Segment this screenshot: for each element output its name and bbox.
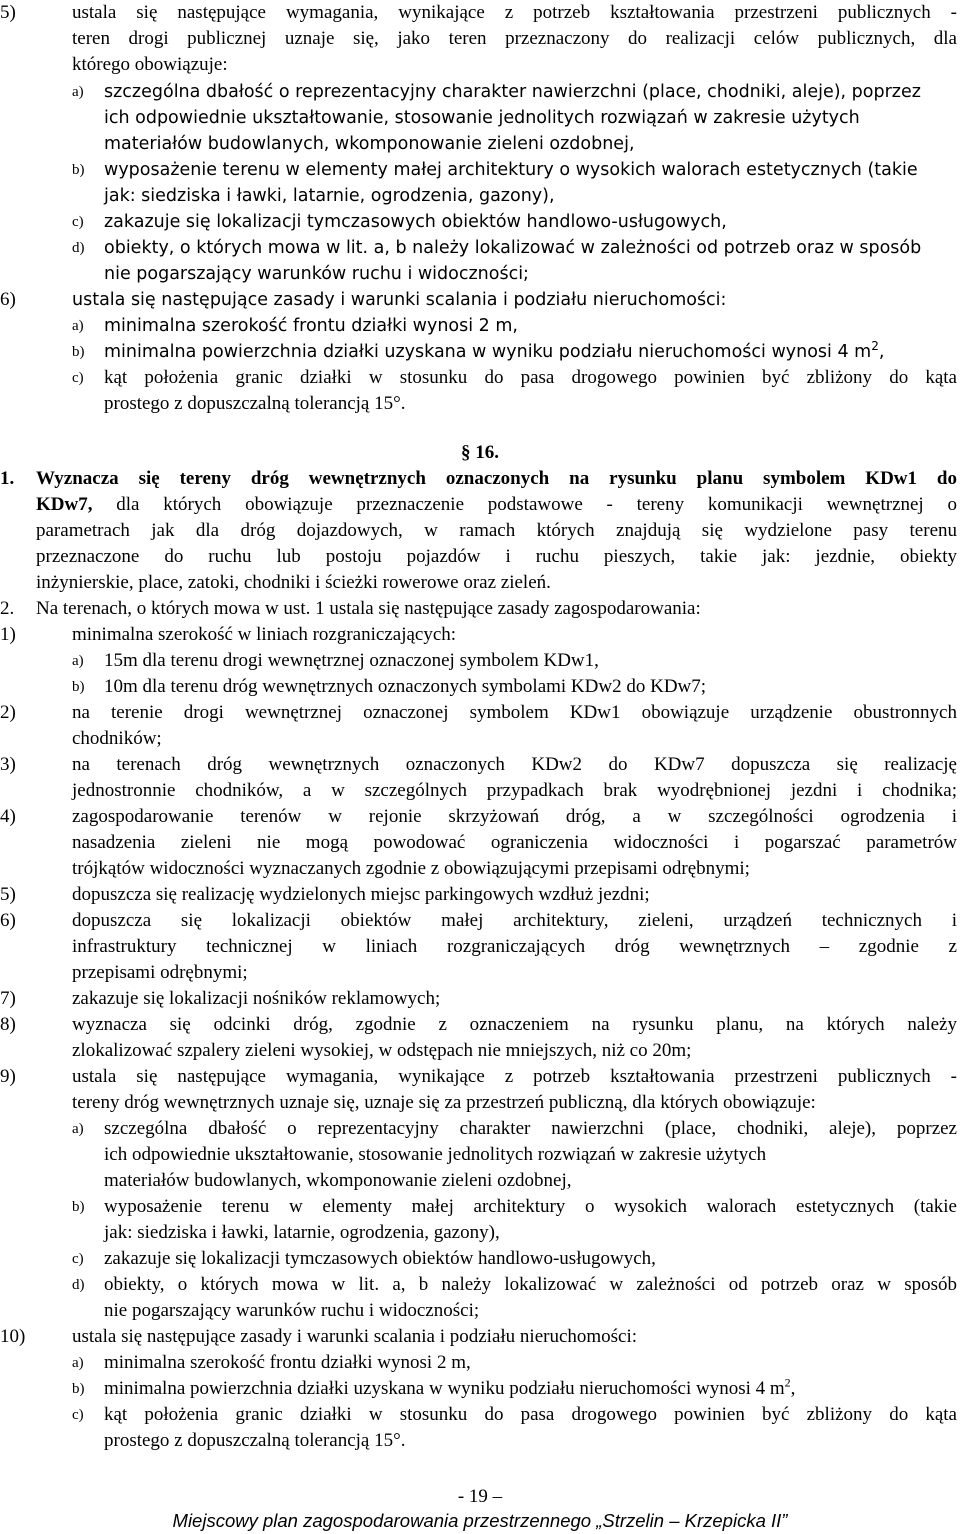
item-number: 8) xyxy=(0,1014,16,1035)
paragraph-line: trójkątów widoczności wyznaczanych zgodnie z obowiązującymi przepisami odrębnymi; xyxy=(72,858,750,879)
subitem-label: b) xyxy=(72,344,85,360)
paragraph-line: nie pogarszający warunków ruchu i widoczności; xyxy=(104,264,529,284)
paragraph-number: 1. xyxy=(0,468,15,489)
paragraph-line: szczególna dbałość o reprezentacyjny charakter nawierzchni (place, chodniki, aleje), poprzez xyxy=(104,1118,957,1139)
text: dla których obowiązuje przeznaczenie podstawowe - tereny komunikacji wewnętrznej o xyxy=(92,494,957,515)
paragraph-number: 2. xyxy=(0,598,15,619)
item-number: 1) xyxy=(0,624,16,645)
paragraph-line: minimalna szerokość frontu działki wynosi 2 m, xyxy=(104,1352,471,1373)
subitem-label: b) xyxy=(72,162,85,178)
paragraph-line: przepisami odrębnymi; xyxy=(72,962,248,983)
paragraph-line: materiałów budowlanych, wkomponowanie zieleni ozdobnej, xyxy=(104,134,635,154)
item-number: 6) xyxy=(0,910,16,931)
item-number: 5) xyxy=(0,884,16,905)
paragraph-line: zlokalizować szpalery zieleni wysokiej, w odstępach nie mniejszych, niż co 20m; xyxy=(72,1040,692,1061)
paragraph-line: ustala się następujące zasady i warunki scalania i podziału nieruchomości: xyxy=(72,1326,638,1347)
paragraph-line: jak: siedziska i ławki, latarnie, ogrodzenia, gazony), xyxy=(104,186,555,206)
subitem-label: a) xyxy=(72,84,84,100)
item-number: 6) xyxy=(0,289,16,310)
paragraph-line: zakazuje się lokalizacji nośników reklamowych; xyxy=(72,988,441,1009)
paragraph-line: materiałów budowlanych, wkomponowanie zieleni ozdobnej, xyxy=(104,1170,572,1191)
subitem-label: d) xyxy=(72,240,85,256)
paragraph-line: nasadzenia zieleni nie mogą powodować ograniczenia widoczności i pogarszać parametrów xyxy=(72,832,957,853)
subitem-label: a) xyxy=(72,1121,84,1137)
item-number: 5) xyxy=(0,2,16,23)
paragraph-line: zagospodarowanie terenów w rejonie skrzyżowań dróg, a w szczególności ogrodzenia i xyxy=(72,806,957,827)
subitem-label: c) xyxy=(72,1251,84,1267)
item-number: 4) xyxy=(0,806,16,827)
item-number: 10) xyxy=(0,1326,26,1347)
paragraph-line: na terenie drogi wewnętrznej oznaczonej symbolem KDw1 obowiązuje urządzenie obustronnych xyxy=(72,702,957,723)
paragraph-line: obiekty, o których mowa w lit. a, b należy lokalizować w zależności od potrzeb oraz w sposób xyxy=(104,1274,957,1295)
paragraph-line: ich odpowiednie ukształtowanie, stosowanie jednolitych rozwiązań w zakresie użytych xyxy=(104,1144,767,1165)
paragraph-line: Wyznacza się tereny dróg wewnętrznych oznaczonych na rysunku planu symbolem KDw1 do xyxy=(36,468,957,489)
paragraph-line: dopuszcza się lokalizacji obiektów małej architektury, zieleni, urządzeń technicznych i xyxy=(72,910,957,931)
text: , xyxy=(790,1378,796,1399)
paragraph-line: zakazuje się lokalizacji tymczasowych obiektów handlowo-usługowych, xyxy=(104,212,727,232)
text-bold: KDw7, xyxy=(36,494,93,515)
paragraph-line: inżynierskie, place, zatoki, chodniki i ścieżki rowerowe oraz zieleń. xyxy=(36,572,551,593)
page-number: - 19 – xyxy=(457,1486,503,1507)
paragraph-line: wyznacza się odcinki dróg, zgodnie z oznaczeniem na rysunku planu, na których należy xyxy=(72,1014,957,1035)
paragraph-line: dopuszcza się realizację wydzielonych miejsc parkingowych wzdłuż jezdni; xyxy=(72,884,650,905)
item-number: 3) xyxy=(0,754,16,775)
subitem-label: c) xyxy=(72,1407,84,1423)
section-heading: § 16. xyxy=(461,442,499,463)
subitem-label: d) xyxy=(72,1277,85,1293)
paragraph-line xyxy=(104,339,884,365)
text: minimalna powierzchnia działki uzyskana w wyniku podziału nieruchomości wynosi 4 m xyxy=(104,1378,785,1399)
text: , xyxy=(878,342,885,362)
subitem-label: a) xyxy=(72,318,84,334)
paragraph-line: ustala się następujące wymagania, wynikające z potrzeb kształtowania przestrzeni publicznych - xyxy=(72,1066,957,1087)
paragraph-line: chodników; xyxy=(72,728,162,749)
paragraph-line: wyposażenie terenu w elementy małej architektury o wysokich walorach estetycznych (takie xyxy=(104,1196,957,1217)
paragraph-line: parametrach jak dla dróg dojazdowych, w ramach których znajdują się wydzielone pasy terenu xyxy=(36,520,957,541)
paragraph-line: nie pogarszający warunków ruchu i widoczności; xyxy=(104,1300,480,1321)
item-number: 7) xyxy=(0,988,16,1009)
paragraph-line xyxy=(104,1376,795,1402)
paragraph-line: zakazuje się lokalizacji tymczasowych obiektów handlowo-usługowych, xyxy=(104,1248,656,1269)
paragraph-line: jednostronnie chodników, a w szczególnych przypadkach brak wyodrębnionej jezdni i chodnika; xyxy=(72,780,957,801)
paragraph-line: minimalna szerokość w liniach rozgraniczających: xyxy=(72,624,457,645)
paragraph-line: infrastruktury technicznej w liniach rozgraniczających dróg wewnętrznych – zgodnie z xyxy=(72,936,957,957)
item-number: 9) xyxy=(0,1066,16,1087)
paragraph-line: 15m dla terenu drogi wewnętrznej oznaczonej symbolem KDw1, xyxy=(104,650,599,671)
superscript: 2 xyxy=(784,1375,791,1390)
paragraph-line: tereny dróg wewnętrznych uznaje się, uznaje się za przestrzeń publiczną, dla których obowiązuje: xyxy=(72,1092,816,1113)
subitem-label: c) xyxy=(72,214,84,230)
paragraph-line: jak: siedziska i ławki, latarnie, ogrodzenia, gazony), xyxy=(104,1222,500,1243)
paragraph-line: wyposażenie terenu w elementy małej architektury o wysokich walorach estetycznych (takie xyxy=(104,160,918,180)
subitem-label: b) xyxy=(72,1381,85,1397)
text: minimalna powierzchnia działki uzyskana w wyniku podziału nieruchomości wynosi 4 m xyxy=(104,342,872,362)
paragraph-line: ustala się następujące zasady i warunki scalania i podziału nieruchomości: xyxy=(72,290,727,310)
paragraph-line: przeznaczone do ruchu lub postoju pojazdów i ruchu pieszych, takie jak: jezdnie, obiekty xyxy=(36,546,957,567)
paragraph-line: obiekty, o których mowa w lit. a, b należy lokalizować w zależności od potrzeb oraz w sposób xyxy=(104,238,922,258)
superscript: 2 xyxy=(871,339,879,354)
paragraph-line xyxy=(36,492,957,518)
paragraph-line: kąt położenia granic działki w stosunku do pasa drogowego powinien być zbliżony do kąta xyxy=(104,367,957,388)
paragraph-line: teren drogi publicznej uznaje się, jako teren przeznaczony do realizacji celów publicznych, dla xyxy=(72,28,957,49)
paragraph-line: szczególna dbałość o reprezentacyjny charakter nawierzchni (place, chodniki, aleje), poprzez xyxy=(104,82,921,102)
item-number: 2) xyxy=(0,702,16,723)
paragraph-line: Na terenach, o których mowa w ust. 1 ustala się następujące zasady zagospodarowania: xyxy=(36,598,701,619)
paragraph-line: kąt położenia granic działki w stosunku do pasa drogowego powinien być zbliżony do kąta xyxy=(104,1404,957,1425)
subitem-label: b) xyxy=(72,679,85,695)
paragraph-line: którego obowiązuje: xyxy=(72,54,228,75)
paragraph-line: 10m dla terenu dróg wewnętrznych oznaczonych symbolami KDw2 do KDw7; xyxy=(104,676,707,697)
paragraph-line: minimalna szerokość frontu działki wynosi 2 m, xyxy=(104,316,518,336)
subitem-label: b) xyxy=(72,1199,85,1215)
paragraph-line: prostego z dopuszczalną tolerancją 15°. xyxy=(104,1430,406,1451)
footer-title: Miejscowy plan zagospodarowania przestrzennego „Strzelin – Krzepicka II” xyxy=(172,1510,788,1531)
paragraph-line: ich odpowiednie ukształtowanie, stosowanie jednolitych rozwiązań w zakresie użytych xyxy=(104,108,860,128)
subitem-label: a) xyxy=(72,653,84,669)
paragraph-line: ustala się następujące wymagania, wynikające z potrzeb kształtowania przestrzeni publicznych - xyxy=(72,2,957,23)
subitem-label: c) xyxy=(72,370,84,386)
subitem-label: a) xyxy=(72,1355,84,1371)
paragraph-line: prostego z dopuszczalną tolerancją 15°. xyxy=(104,393,406,414)
paragraph-line: na terenach dróg wewnętrznych oznaczonych KDw2 do KDw7 dopuszcza się realizację xyxy=(72,754,957,775)
